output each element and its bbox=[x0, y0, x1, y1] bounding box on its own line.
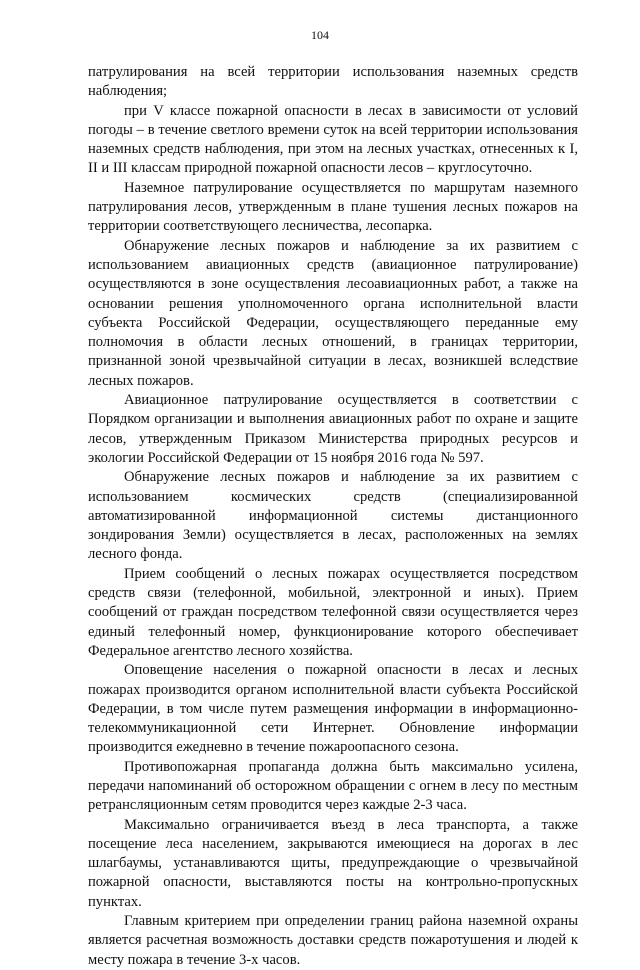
paragraph-5: Авиационное патрулирование осуществляется в соответствии с Порядком организации и выполнения авиационных работ по охране и защите лесов, утвержденным Приказом Министерства природных ресурсов и экологии Российской Федерации от 15 ноября 2016 года № 597. bbox=[88, 392, 578, 466]
paragraph-3: Наземное патрулирование осуществляется по маршрутам наземного патрулирования лесов, утвержденным в плане тушения лесных пожаров на территории соответствующего лесничества, лесопарка. bbox=[88, 179, 578, 235]
paragraph-7: Прием сообщений о лесных пожарах осуществляется посредством средств связи (телефонной, мобильной, электронной и иных). Прием сообщений от граждан посредством телефонной связи осуществляется через единый телефонный номер, функционирование которого обеспечивает Федеральное агентство лесного хозяйства. bbox=[88, 565, 578, 659]
paragraph-4: Обнаружение лесных пожаров и наблюдение за их развитием с использованием авиационных средств (авиационное патрулирование) осуществляются в зоне осуществления лесоавиационных работ, а также на основании решения уполномоченного органа исполнительной власти субъекта Российской Федерации, осуществляющего переданные ему полномочия в области лесных отношений, в границах территории, признанной зоной чрезвычайной ситуации в лесах, возникшей вследствие лесных пожаров. bbox=[88, 237, 578, 389]
paragraph-2: при V классе пожарной опасности в лесах в зависимости от условий погоды – в течение светлого времени суток на всей территории использования наземных средств наблюдения, при этом на лесных участках, отнесенных к I, II и III классам природной пожарной опасности лесов – круглосуточно. bbox=[88, 102, 578, 177]
paragraph-9: Противопожарная пропаганда должна быть максимально усилена, передачи напоминаний об осторожном обращении с огнем в лесу по местным ретрансляционным сетям проводится через каждые 2-3 часа. bbox=[88, 758, 578, 814]
paragraph-11: Главным критерием при определении границ района наземной охраны является расчетная возможность доставки средств пожаротушения и людей к месту пожара в течение 3-х часов. bbox=[88, 913, 578, 968]
page-number: 104 bbox=[311, 28, 329, 42]
paragraph-8: Оповещение населения о пожарной опасности в лесах и лесных пожарах производится органом исполнительной власти субъекта Российской Федерации, в том числе путем размещения информации в информационно-телекоммуникационной сети Интернет. Обновление информации производится ежедневно в течение пожароопасного сезона. bbox=[88, 662, 578, 756]
paragraph-10: Максимально ограничивается въезд в леса транспорта, а также посещение леса населением, закрываются имеющиеся на дорогах в лес шлагбаумы, устанавливаются щиты, предупреждающие о чрезвычайной пожарной опасности, выставляются посты на контрольно-пропускных пунктах. bbox=[88, 816, 578, 910]
document-body bbox=[88, 63, 578, 970]
paragraph-1: патрулирования на всей территории использования наземных средств наблюдения; bbox=[88, 64, 578, 100]
paragraph-6: Обнаружение лесных пожаров и наблюдение за их развитием с использованием космических средств (специализированной автоматизированной информационной системы дистанционного зондирования Земли) осуществляется в лесах, расположенных на землях лесного фонда. bbox=[88, 469, 578, 563]
